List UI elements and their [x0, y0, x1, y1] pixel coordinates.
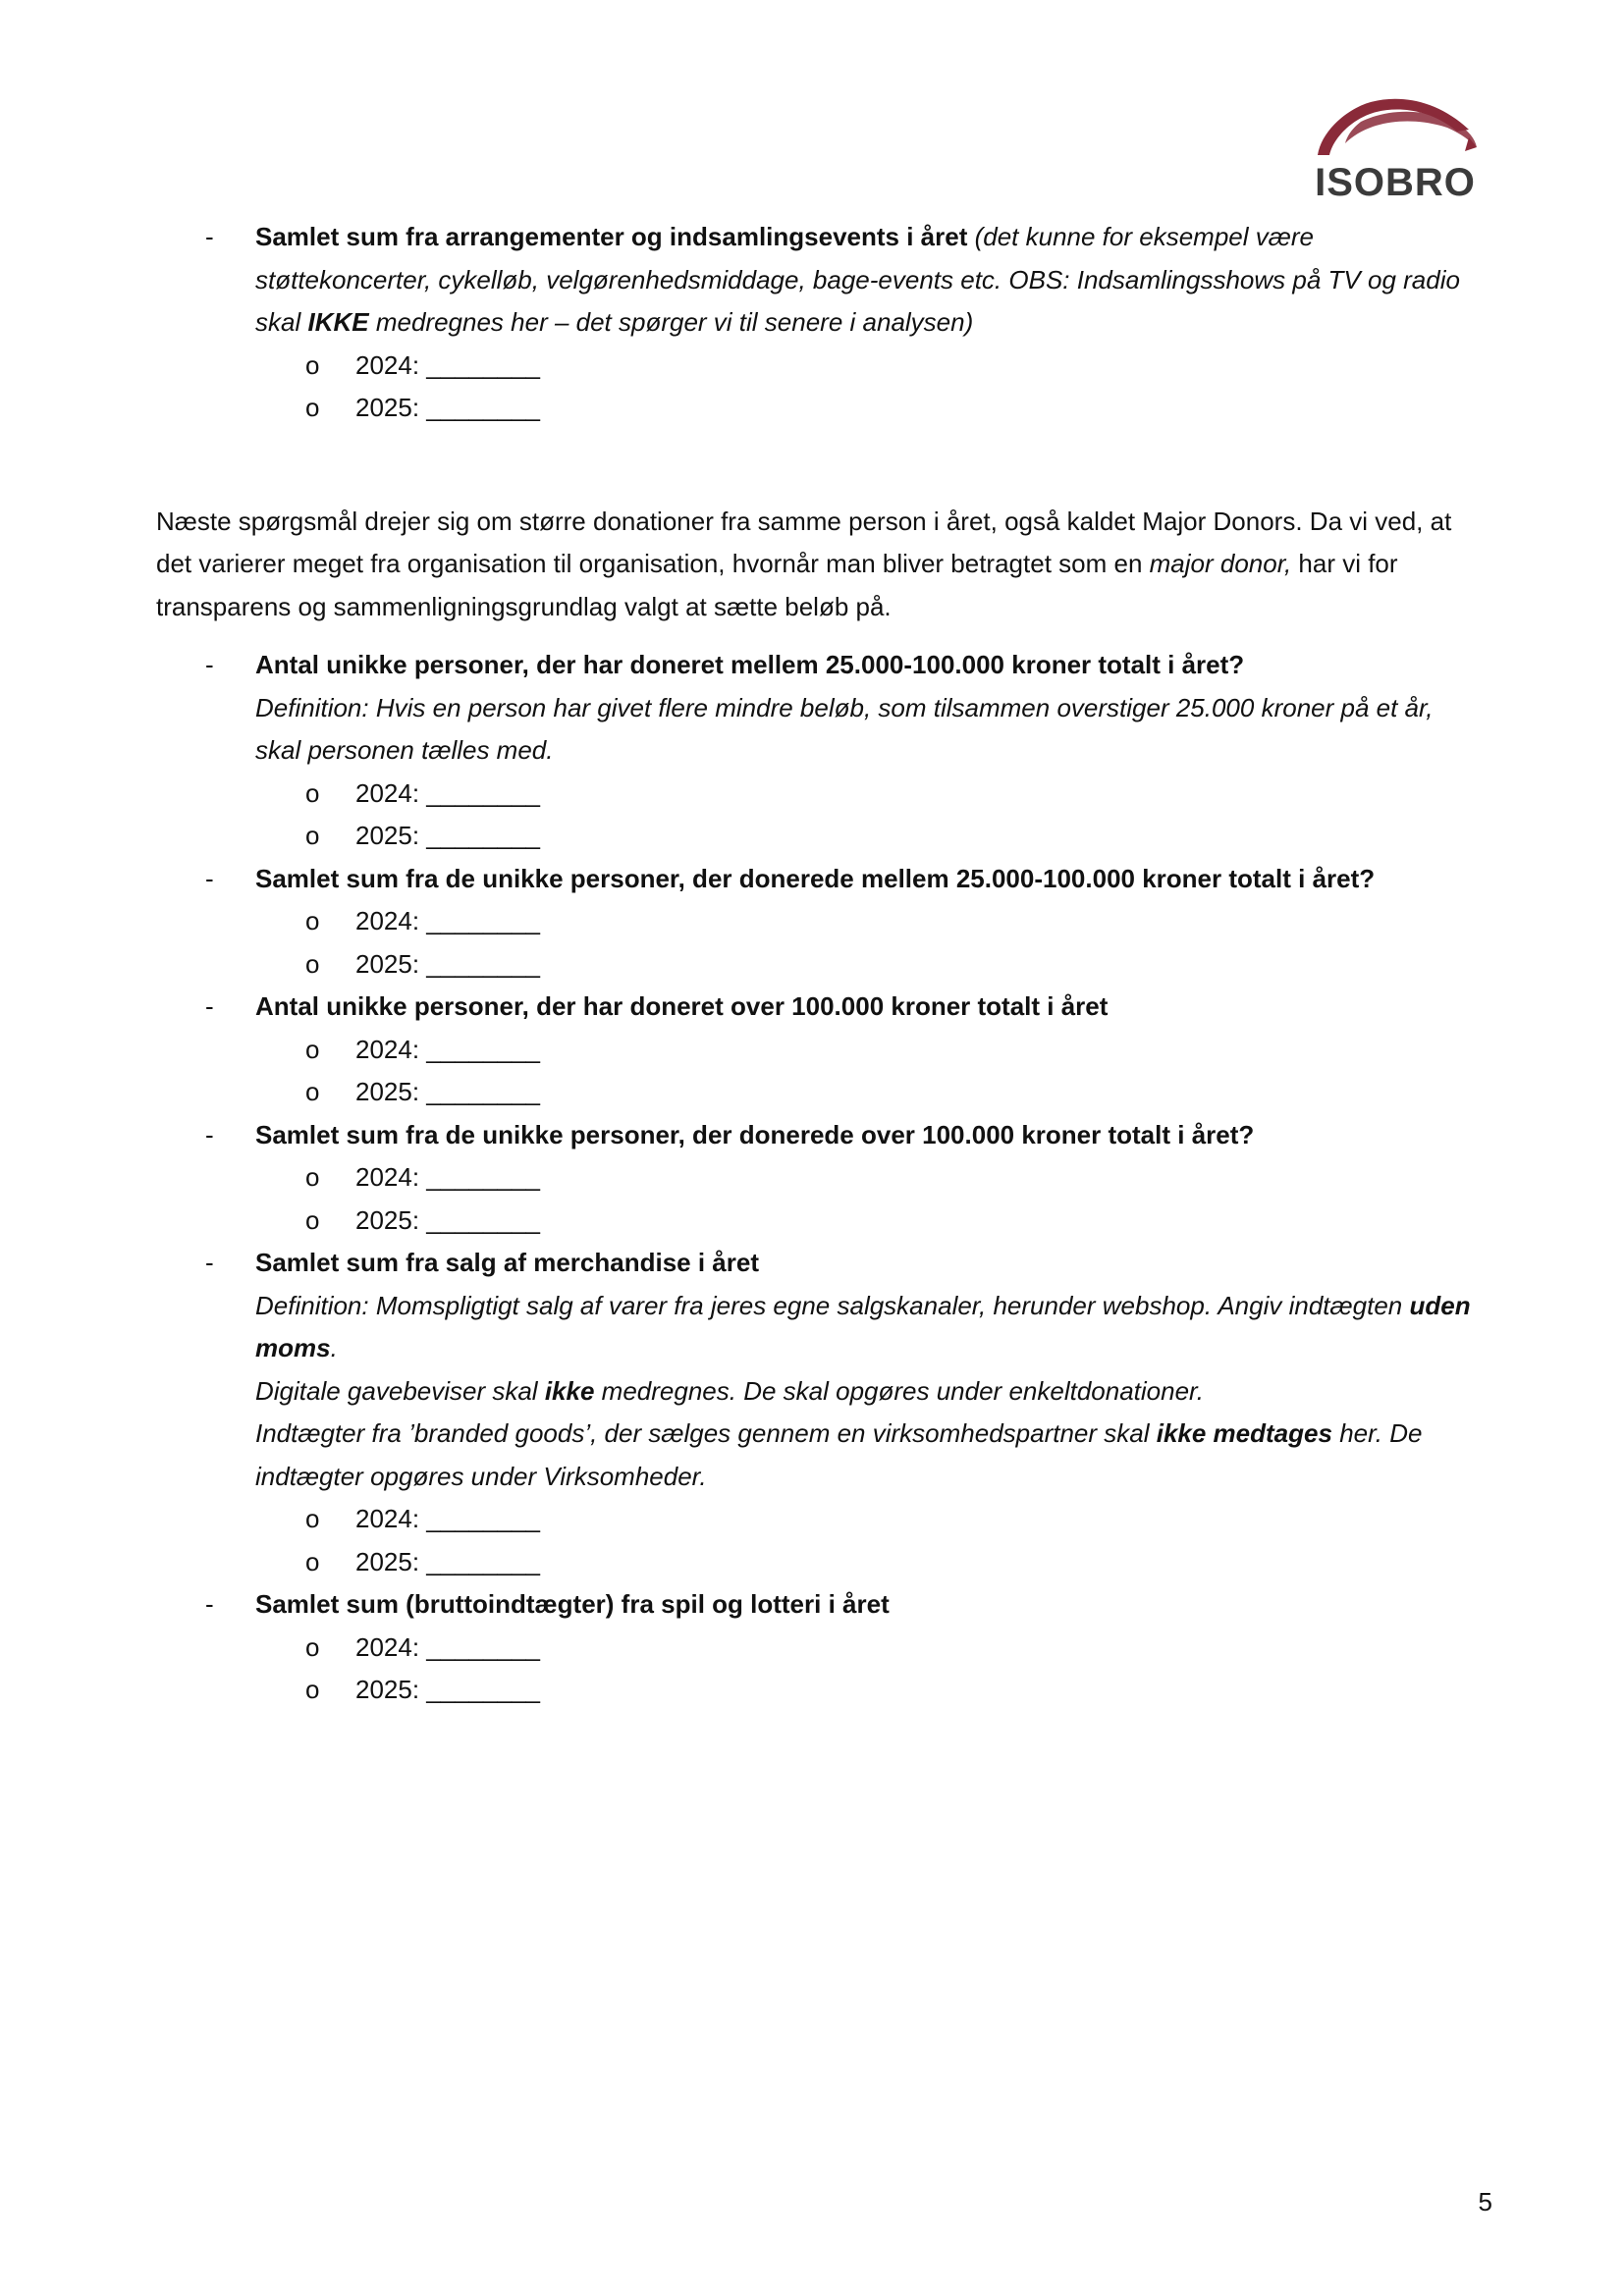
dash-bullet: -	[205, 222, 214, 251]
year-field-2024[interactable]: o 2024: ________	[305, 1034, 540, 1064]
year-field-2024[interactable]: o 2024: ________	[305, 906, 540, 935]
list-item-events: - Samlet sum fra arrangementer og indsamlingsevents i året (det kunne for eksempel være støttekoncerter, cykelløb, velgørenhedsmiddage, bage-events etc. OBS: Indsamlingsshows på TV og radio skal IKKE medregnes her – det spørger vi til senere i analysen)	[156, 216, 1472, 345]
question-text: Antal unikke personer, der har doneret over 100.000 kroner totalt i året	[255, 991, 1109, 1021]
list-item-donors-100k-count	[156, 986, 1472, 1029]
year-field-2025[interactable]: o 2025: ________	[305, 1546, 540, 1576]
year-field-2025[interactable]: o 2025: ________	[305, 948, 540, 979]
question-text: Samlet sum fra salg af merchandise i året	[255, 1248, 759, 1277]
year-field-2024[interactable]: o 2024: ________	[305, 1504, 540, 1533]
year-field-2025[interactable]: o 2025: ________	[305, 393, 540, 422]
dash-bullet: -	[205, 991, 214, 1021]
dash-bullet: -	[205, 650, 214, 679]
dash-bullet: -	[205, 1119, 214, 1149]
year-field-2024[interactable]: o 2024: ________	[305, 349, 540, 380]
dash-bullet: -	[205, 1248, 214, 1277]
isobro-logo	[1302, 94, 1489, 210]
list-item-lottery	[156, 1583, 1472, 1627]
definition-text: Definition: Hvis en person har givet flere mindre beløb, som tilsammen overstiger 25.000 kroner på et år, skal personen tælles med.	[255, 692, 1434, 765]
year-field-2025[interactable]: o 2025: ________	[305, 1204, 540, 1235]
definition-text: Definition: Momspligtigt salg af varer fra jeres egne salgskanaler, herunder webshop. Angiv indtægten uden moms.	[255, 1290, 1471, 1362]
dash-bullet: -	[205, 1589, 214, 1619]
list-item-donors-25k-count	[156, 644, 1472, 773]
question-text: Samlet sum (bruttoindtægter) fra spil og lotteri i året	[255, 1589, 890, 1619]
year-field-2024[interactable]: o 2024: ________	[305, 777, 540, 808]
question-text: Samlet sum fra de unikke personer, der donerede over 100.000 kroner totalt i året?	[255, 1119, 1255, 1149]
year-field-2025[interactable]: o 2025: ________	[305, 821, 540, 850]
year-field-2025[interactable]: o 2025: ________	[305, 1077, 540, 1106]
list-item-merchandise	[156, 1242, 1472, 1498]
year-field-2024[interactable]: o 2024: ________	[305, 1631, 540, 1662]
definition-text: Digitale gavebeviser skal ikke medregnes. De skal opgøres under enkeltdonationer.	[255, 1375, 1204, 1406]
question-text: Samlet sum fra arrangementer og indsamlingsevents i året	[255, 222, 968, 251]
page-number: 5	[1478, 2187, 1492, 2216]
dash-bullet: -	[205, 863, 214, 893]
document-body	[156, 216, 1472, 1712]
isobro-arch-icon	[1310, 94, 1481, 163]
list-item-donors-25k-sum	[156, 858, 1472, 901]
question-text: Samlet sum fra de unikke personer, der donerede mellem 25.000-100.000 kroner totalt i året?	[255, 863, 1376, 893]
year-field-2025[interactable]: o 2025: ________	[305, 1675, 540, 1704]
list-item-donors-100k-sum	[156, 1114, 1472, 1157]
isobro-logo-text: ISOBRO	[1315, 161, 1476, 204]
definition-text: Indtægter fra ’branded goods’, der sælges gennem en virksomhedspartner skal ikke medtages her. De indtægter opgøres under Virksomheder.	[255, 1418, 1423, 1491]
question-text: Antal unikke personer, der har doneret mellem 25.000-100.000 kroner totalt i året?	[255, 650, 1245, 679]
year-field-2024[interactable]: o 2024: ________	[305, 1162, 540, 1192]
major-donors-intro: Næste spørgsmål drejer sig om større donationer fra samme person i året, også kaldet Major Donors. Da vi ved, at det varierer meget fra organisation til organisation, hvornår man bliver betragtet som en major donor, har vi for transparens og sammenligningsgrundlag valgt at sætte beløb på.	[156, 506, 1452, 621]
